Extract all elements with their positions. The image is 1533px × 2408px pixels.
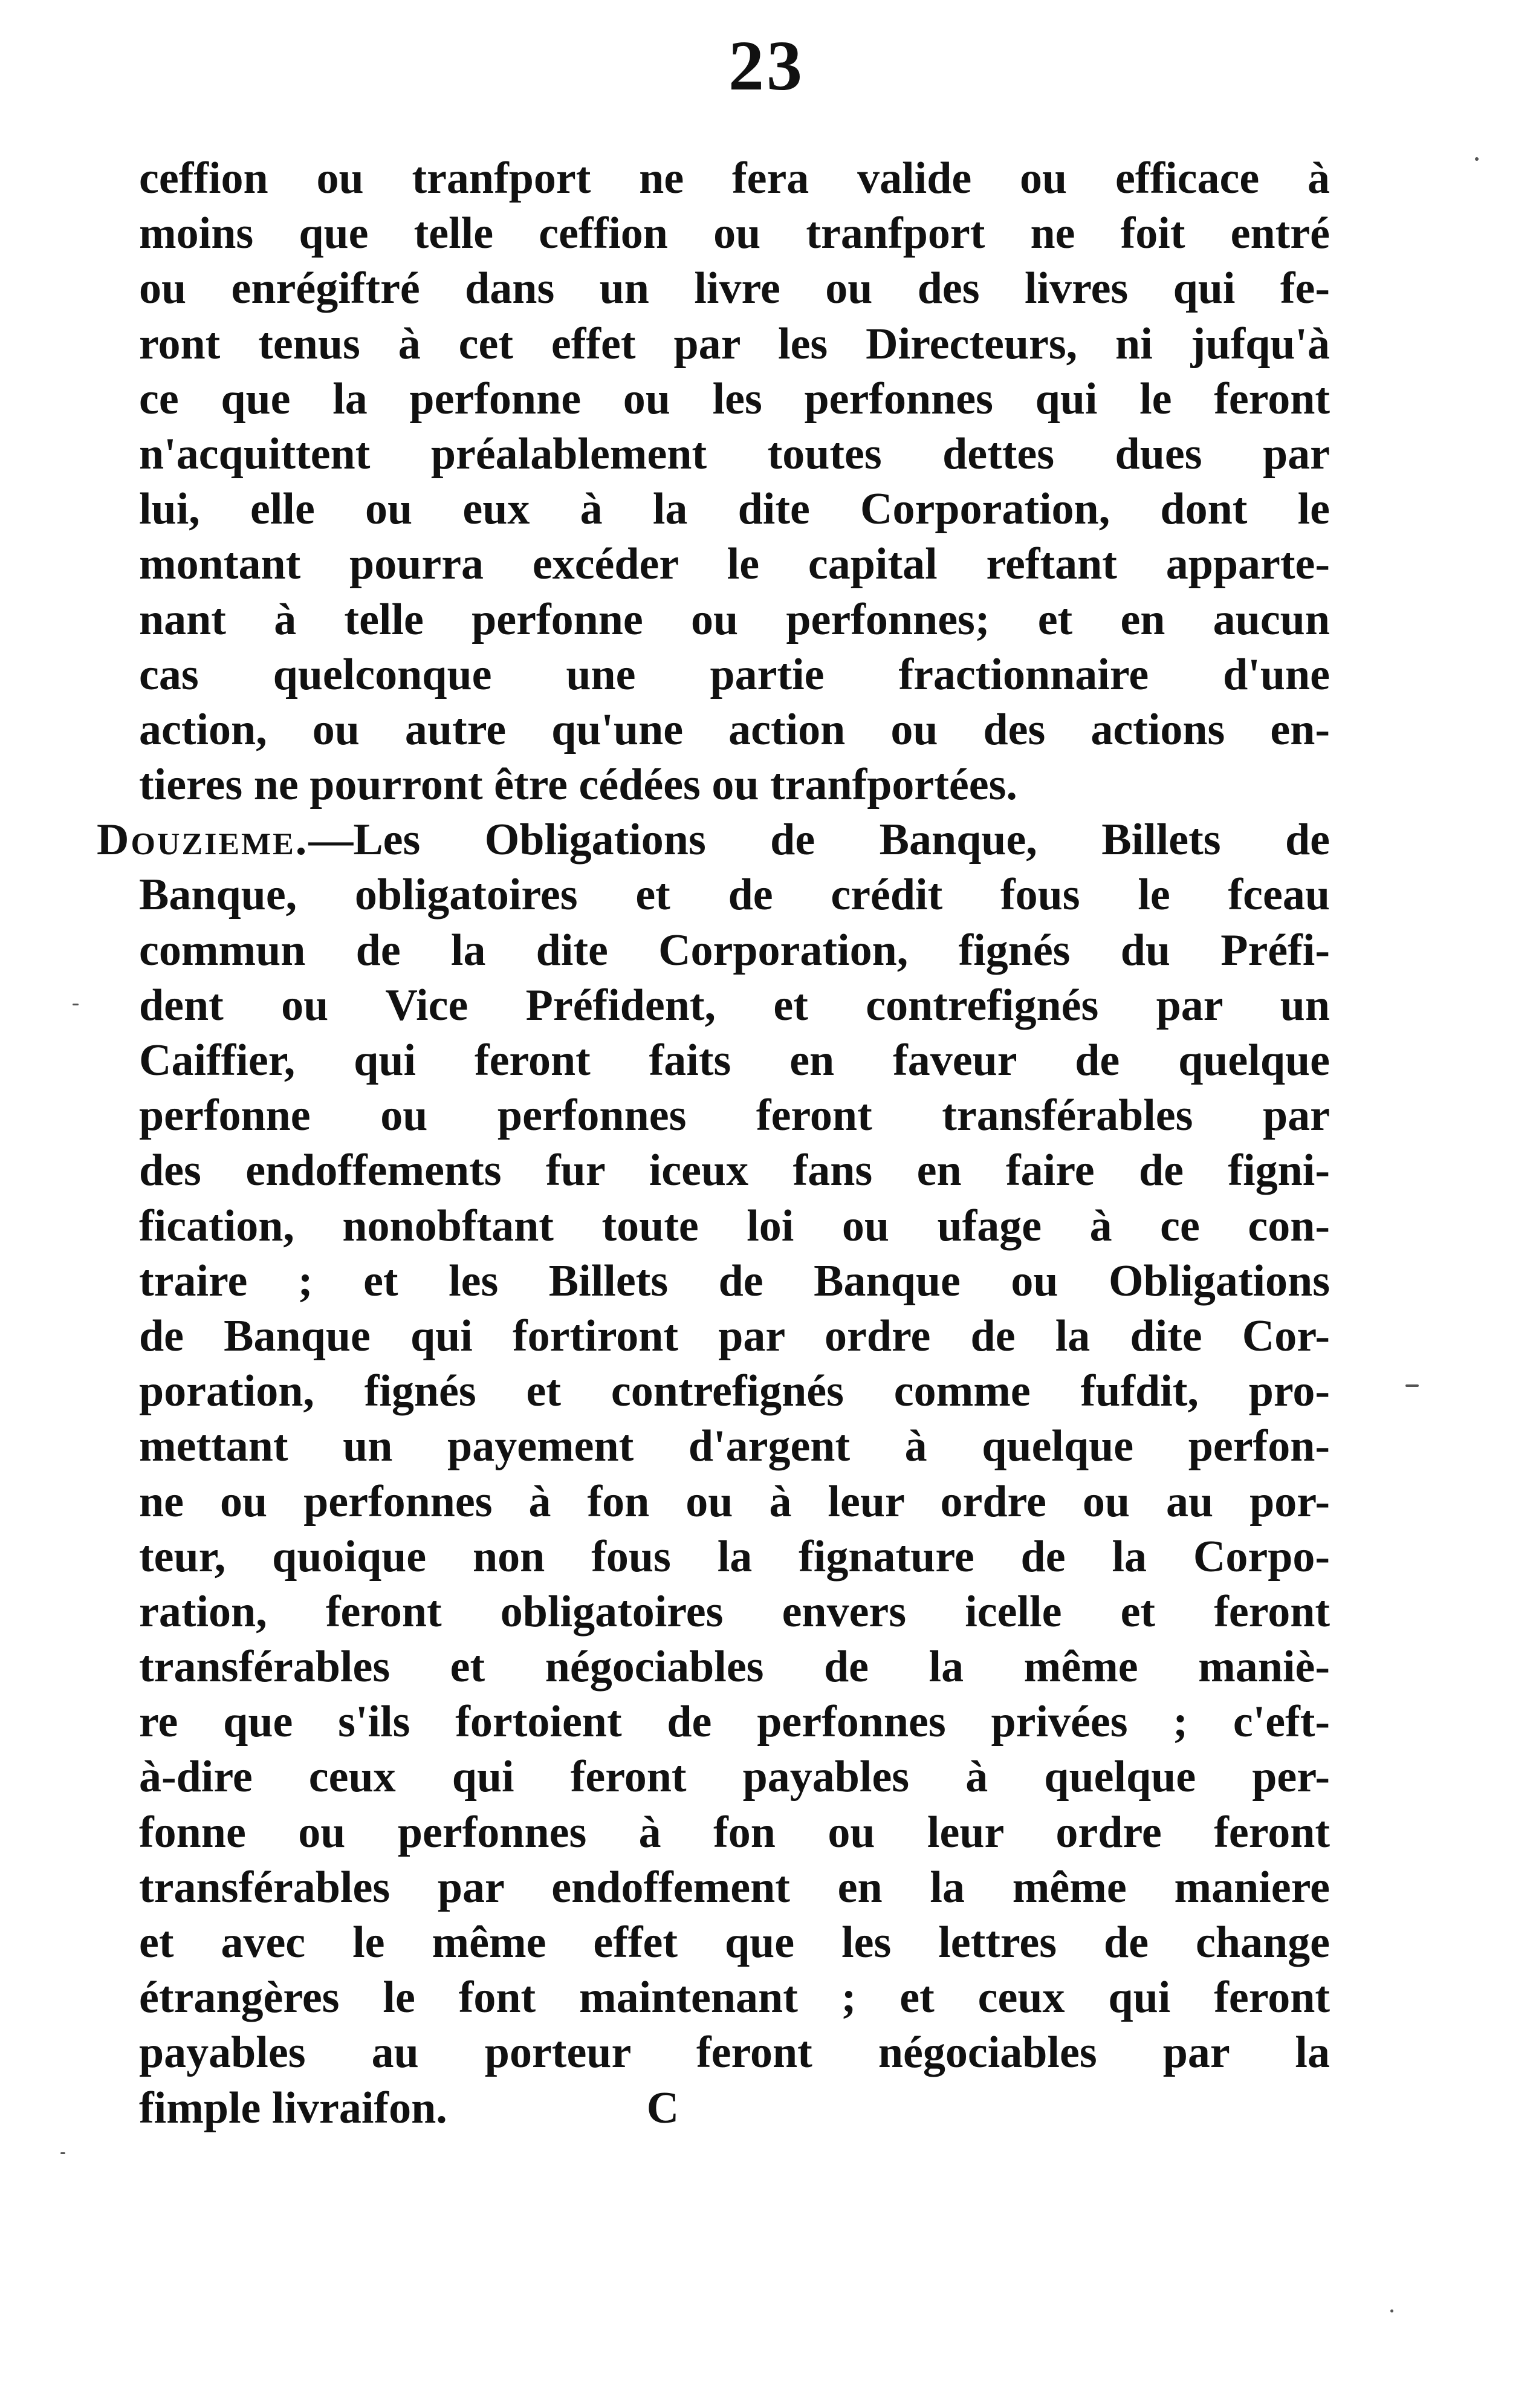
text-line: montant pourra excéder le capital reftant apparte- bbox=[139, 539, 1330, 589]
text-line: transférables par endoffement en la même maniere bbox=[139, 1862, 1330, 1912]
text-line: Banque, obligatoires et de crédit fous le fceau bbox=[139, 870, 1330, 920]
text-line: fication, nonobftant toute loi ou ufage à ce con- bbox=[139, 1201, 1330, 1251]
section-line-text: Les Obligations de Banque, Billets de bbox=[353, 815, 1330, 865]
section-first-line bbox=[97, 813, 1330, 868]
text-line: moins que telle ceffion ou tranfport ne foit entré bbox=[139, 209, 1330, 259]
text-line: des endoffements fur iceux fans en faire de figni- bbox=[139, 1146, 1330, 1196]
text-line: ceffion ou tranfport ne fera valide ou efficace à bbox=[139, 154, 1330, 203]
text-line: perfonne ou perfonnes feront transférables par bbox=[139, 1091, 1330, 1141]
text-line: transférables et négociables de la même maniè- bbox=[139, 1642, 1330, 1692]
text-line: re que s'ils fortoient de perfonnes privées ; c'eft- bbox=[139, 1697, 1330, 1747]
text-line: à-dire ceux qui feront payables à quelque per- bbox=[139, 1752, 1330, 1802]
text-line: tieres ne pourront être cédées ou tranfportées. bbox=[139, 760, 1017, 810]
text-line: ou enrégiftré dans un livre ou des livres qui fe- bbox=[139, 264, 1330, 314]
text-line: et avec le même effet que les lettres de change bbox=[139, 1918, 1330, 1967]
scan-speck bbox=[60, 2152, 65, 2154]
section-label: Douzieme. bbox=[97, 815, 309, 865]
scan-speck bbox=[1390, 2309, 1393, 2312]
text-line: Caiffier, qui feront faits en faveur de quelque bbox=[139, 1036, 1330, 1085]
body-text bbox=[97, 151, 1330, 2136]
final-line bbox=[139, 2081, 1330, 2136]
text-line: traire ; et les Billets de Banque ou Obligations bbox=[139, 1256, 1330, 1306]
text-line: nant à telle perfonne ou perfonnes; et en aucun bbox=[139, 594, 1330, 644]
text-line: étrangères le font maintenant ; et ceux qui feront bbox=[139, 1973, 1330, 2023]
scan-speck bbox=[1405, 1384, 1419, 1387]
text-line: ce que la perfonne ou les perfonnes qui le feront bbox=[139, 374, 1330, 424]
text-line: payables au porteur feront négociables par la bbox=[139, 2028, 1330, 2078]
text-line: cas quelconque une partie fractionnaire d'une bbox=[139, 649, 1330, 699]
text-line: ne ou perfonnes à fon ou à leur ordre ou au por- bbox=[139, 1476, 1330, 1527]
page-number: 23 bbox=[728, 26, 805, 105]
text-line: n'acquittent préalablement toutes dettes dues par bbox=[139, 429, 1330, 479]
final-line-text: fimple livraifon. bbox=[139, 2083, 447, 2133]
signature-mark: C bbox=[646, 2083, 679, 2133]
section-dash: — bbox=[308, 815, 354, 865]
scan-speck bbox=[73, 1004, 79, 1005]
text-line: de Banque qui fortiront par ordre de la dite Cor- bbox=[139, 1311, 1330, 1361]
text-line: dent ou Vice Préfident, et contrefignés par un bbox=[139, 980, 1330, 1030]
text-line: commun de la dite Corporation, fignés du Préfi- bbox=[139, 925, 1330, 975]
text-line: ront tenus à cet effet par les Directeurs, ni jufqu'à bbox=[139, 319, 1330, 369]
text-line: poration, fignés et contrefignés comme fufdit, pro- bbox=[139, 1366, 1330, 1417]
text-line: fonne ou perfonnes à fon ou leur ordre feront bbox=[139, 1807, 1330, 1857]
text-line: mettant un payement d'argent à quelque perfon- bbox=[139, 1421, 1330, 1472]
text-line: ration, feront obligatoires envers icelle et feront bbox=[139, 1586, 1330, 1637]
text-line: action, ou autre qu'une action ou des actions en- bbox=[139, 704, 1330, 755]
text-line: lui, elle ou eux à la dite Corporation, dont le bbox=[139, 484, 1330, 534]
text-line: teur, quoique non fous la fignature de la Corpo- bbox=[139, 1531, 1330, 1582]
scan-speck bbox=[1475, 157, 1479, 161]
